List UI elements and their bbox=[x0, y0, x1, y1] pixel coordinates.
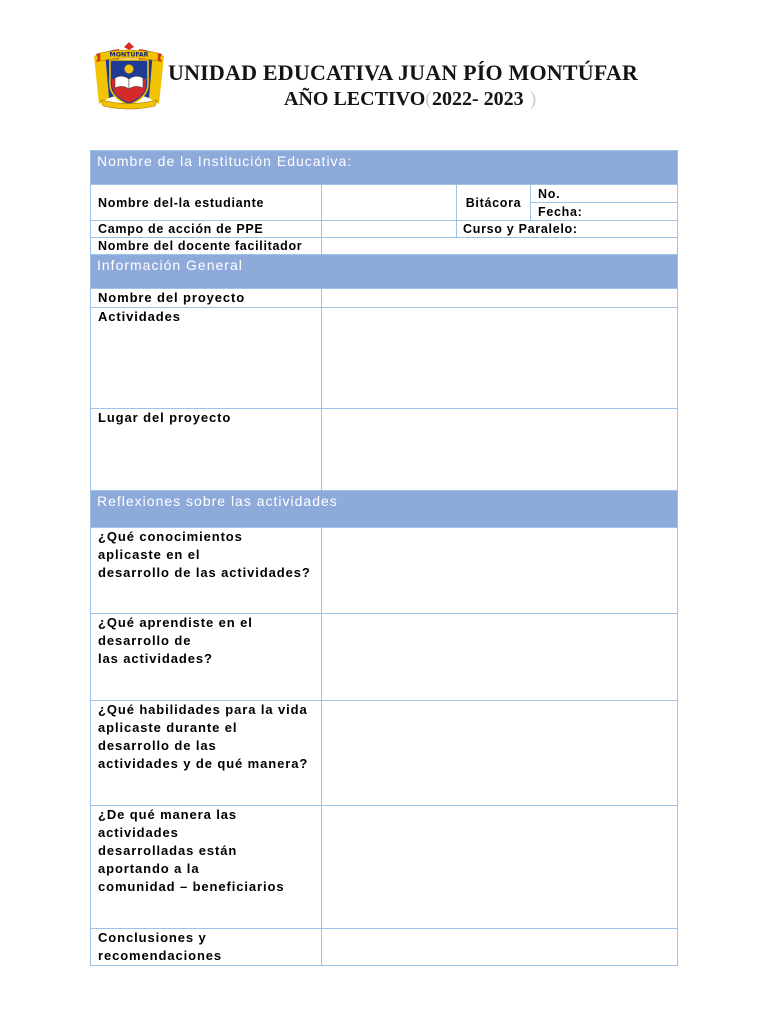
question-line: desarrollo de las bbox=[98, 738, 217, 753]
project-place-field[interactable] bbox=[322, 409, 677, 490]
question-line: recomendaciones bbox=[98, 948, 223, 963]
log-label: Bitácora bbox=[457, 185, 530, 220]
student-name-label: Nombre del-la estudiante bbox=[91, 185, 321, 220]
reflection-answer-learned[interactable] bbox=[322, 614, 677, 700]
reflection-question-life-skills bbox=[91, 701, 321, 805]
school-crest-logo bbox=[93, 42, 165, 110]
log-date-label: Fecha: bbox=[538, 204, 583, 219]
question-line: ¿De qué manera las bbox=[98, 807, 238, 822]
reflection-answer-knowledge[interactable] bbox=[322, 528, 677, 613]
project-name-field[interactable] bbox=[322, 289, 677, 307]
student-name-field[interactable] bbox=[322, 185, 456, 220]
log-date-field[interactable] bbox=[531, 203, 677, 220]
activities-label: Actividades bbox=[91, 308, 321, 408]
teacher-name-label: Nombre del docente facilitador bbox=[91, 238, 321, 254]
logo-banner-text: MONTÚFAR bbox=[109, 51, 149, 59]
course-field[interactable] bbox=[457, 221, 677, 237]
institution-name-field[interactable] bbox=[91, 151, 677, 184]
question-line: actividades bbox=[98, 825, 179, 840]
plume-icon bbox=[124, 42, 134, 50]
reflection-question-community bbox=[91, 806, 321, 928]
teacher-name-field[interactable] bbox=[322, 238, 677, 254]
reflection-answer-life-skills[interactable] bbox=[322, 701, 677, 805]
reflection-answer-conclusions[interactable] bbox=[322, 929, 677, 965]
field-of-action-field[interactable] bbox=[322, 221, 456, 237]
school-crest-icon bbox=[93, 42, 165, 110]
school-year-close-paren: ) bbox=[529, 88, 537, 110]
project-place-label: Lugar del proyecto bbox=[91, 409, 321, 490]
question-line: desarrolladas están bbox=[98, 843, 238, 858]
reflections-header: Reflexiones sobre las actividades bbox=[91, 491, 677, 527]
log-number-field[interactable] bbox=[531, 185, 677, 202]
activity-log-form bbox=[90, 150, 678, 966]
school-year-open-paren: ( bbox=[425, 88, 432, 110]
reflection-question-conclusions bbox=[91, 929, 321, 965]
reflection-question-learned bbox=[91, 614, 321, 700]
question-line: las actividades? bbox=[98, 651, 213, 666]
school-name-title: UNIDAD EDUCATIVA JUAN PÍO MONTÚFAR bbox=[168, 60, 639, 85]
question-line: desarrollo de bbox=[98, 633, 192, 648]
question-line: aportando a la bbox=[98, 861, 200, 876]
school-year-value: 2022- 2023 bbox=[431, 88, 524, 110]
log-number-label: No. bbox=[538, 186, 561, 201]
institution-name-label: Nombre de la Institución Educativa: bbox=[97, 153, 353, 169]
question-line: comunidad – beneficiarios bbox=[98, 879, 285, 894]
question-line: ¿Qué conocimientos bbox=[98, 529, 243, 544]
general-info-header: Información General bbox=[91, 255, 677, 288]
question-line: actividades y de qué manera? bbox=[98, 756, 309, 771]
question-line: ¿Qué aprendiste en el bbox=[98, 615, 253, 630]
question-line: ¿Qué habilidades para la vida bbox=[98, 702, 308, 717]
course-label: Curso y Paralelo: bbox=[463, 222, 578, 236]
question-line: aplicaste durante el bbox=[98, 720, 238, 735]
question-line: desarrollo de las actividades? bbox=[98, 565, 311, 580]
question-line: Conclusiones y bbox=[98, 930, 207, 945]
reflection-answer-community[interactable] bbox=[322, 806, 677, 928]
school-year bbox=[284, 87, 536, 111]
field-of-action-label: Campo de acción de PPE bbox=[91, 221, 321, 237]
activities-field[interactable] bbox=[322, 308, 677, 408]
question-line: aplicaste en el bbox=[98, 547, 201, 562]
project-name-label: Nombre del proyecto bbox=[91, 289, 321, 307]
reflection-question-knowledge bbox=[91, 528, 321, 613]
school-year-label: AÑO LECTIVO bbox=[284, 88, 426, 110]
